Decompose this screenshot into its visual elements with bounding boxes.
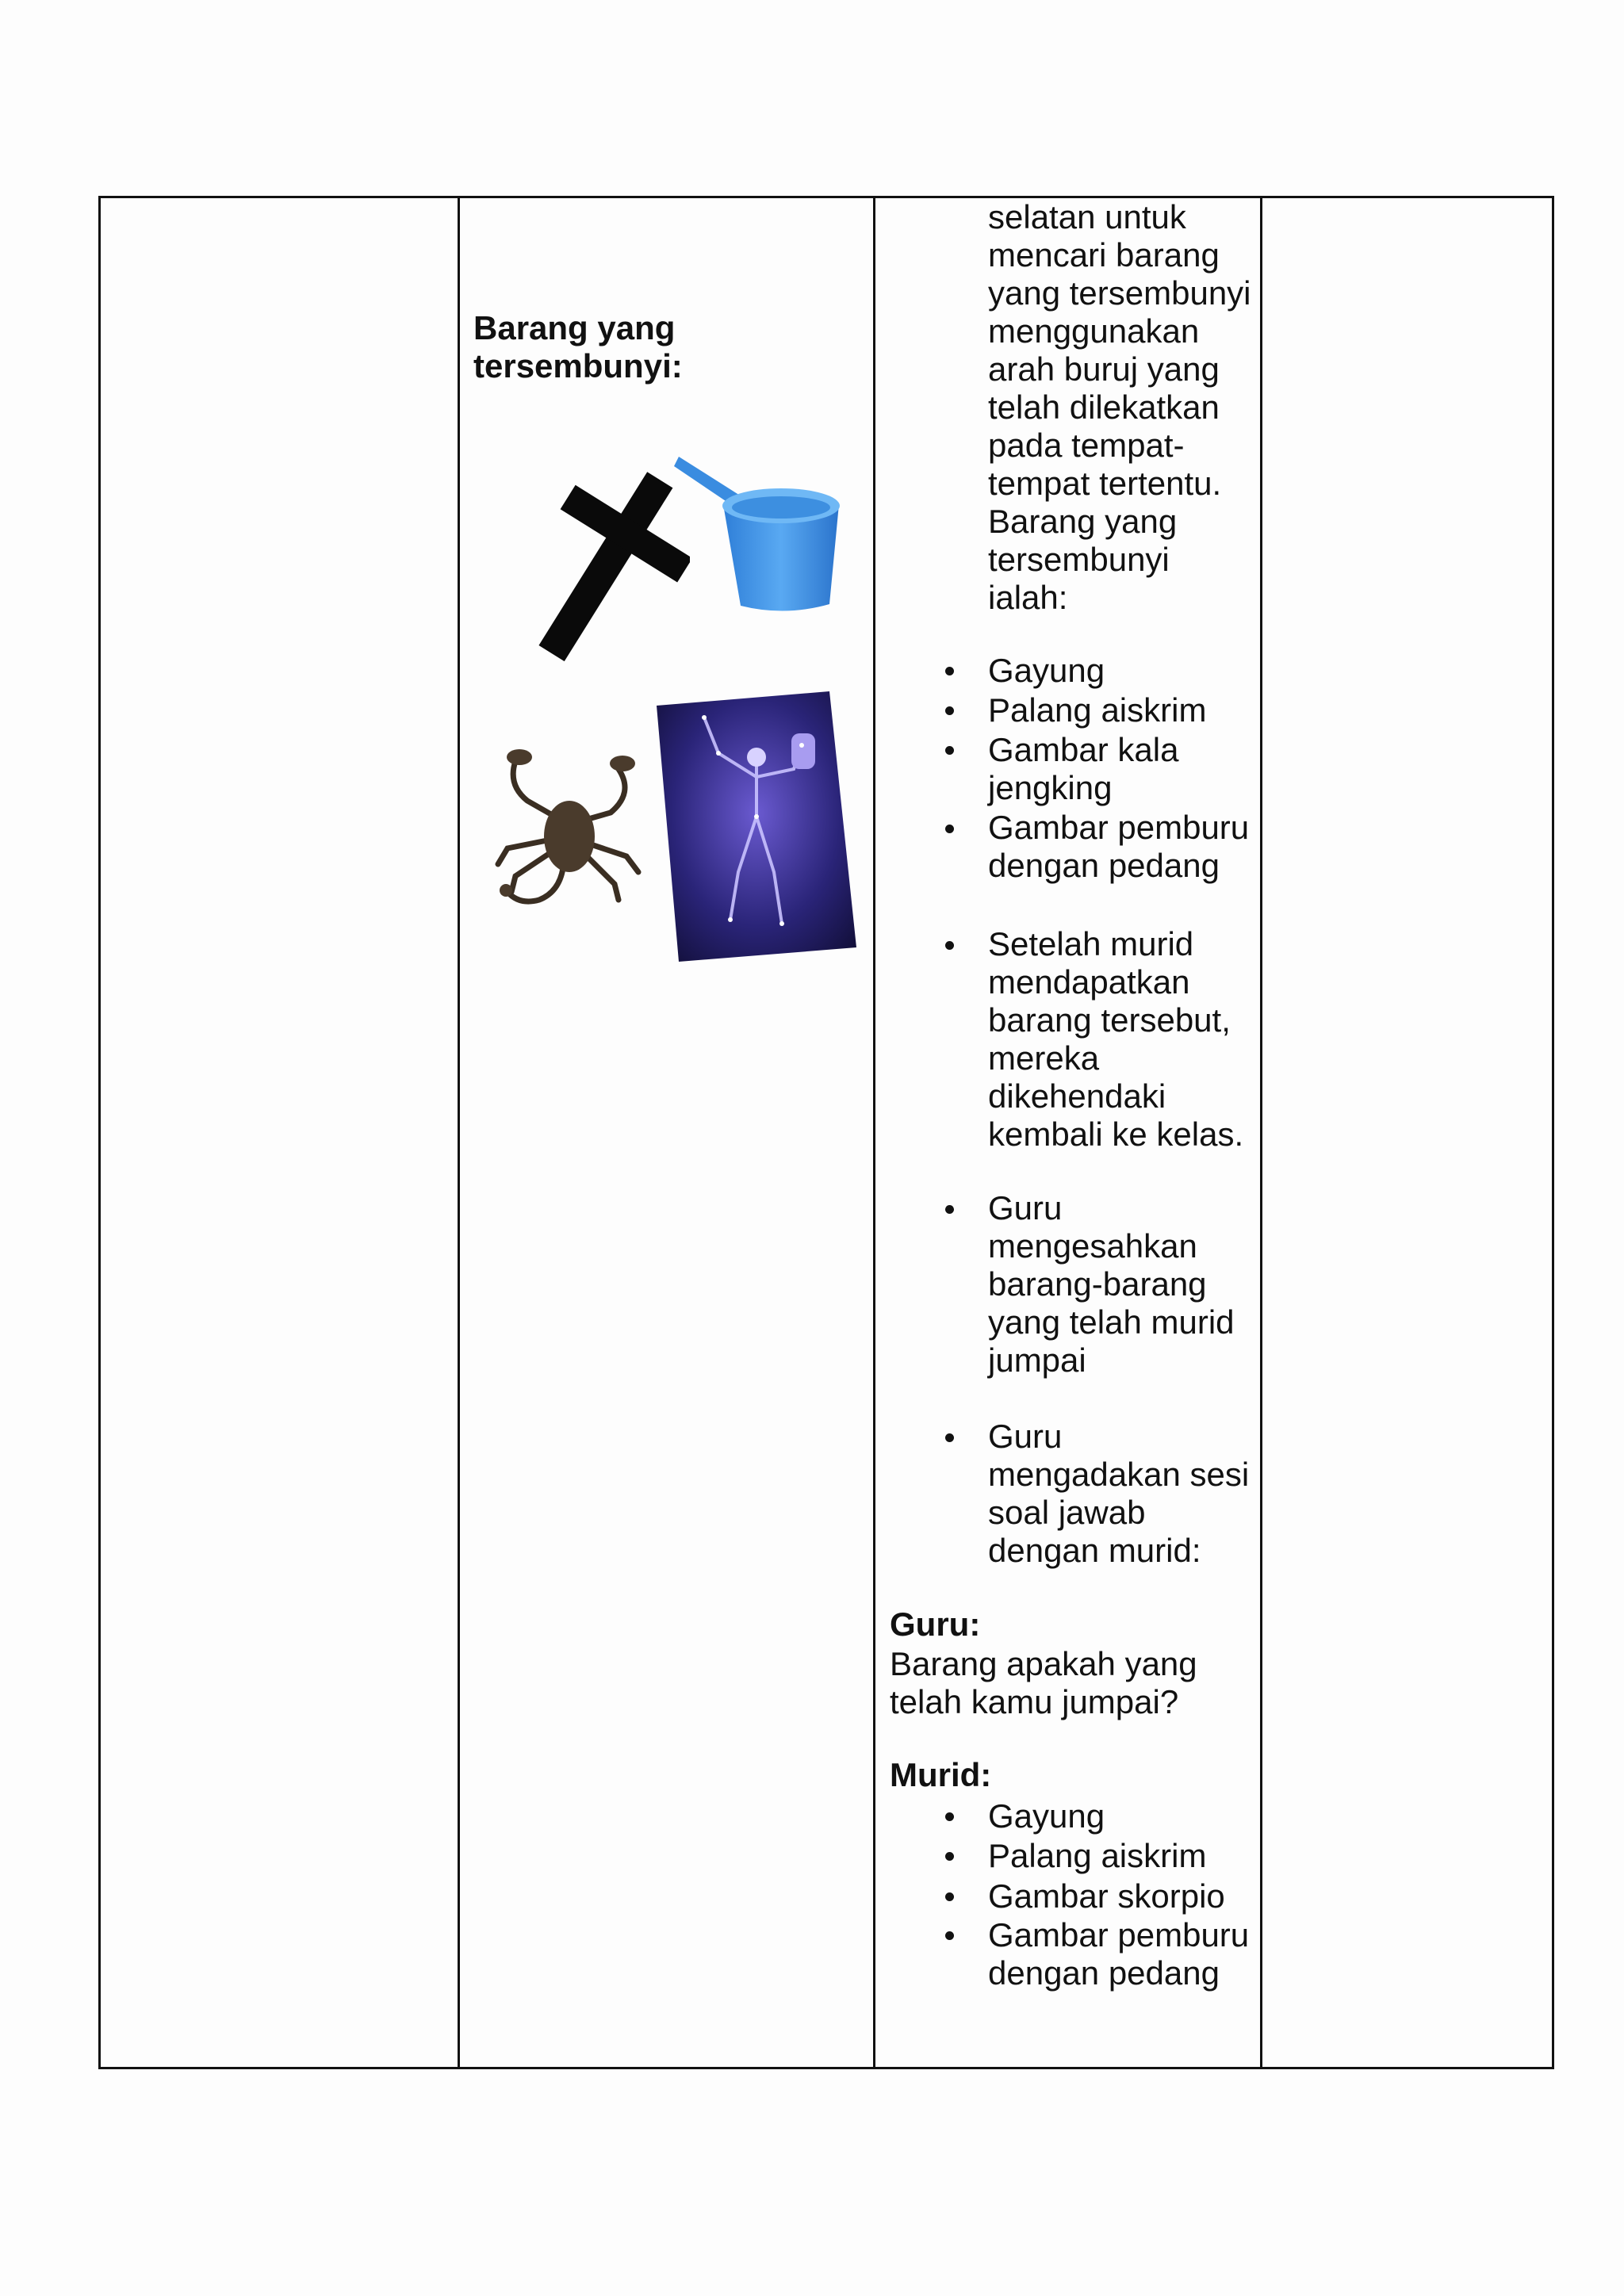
hidden-item-4: Gambar pemburu dengan pedang [988, 809, 1250, 884]
bullet [945, 1931, 954, 1940]
murid-answer-3: Gambar skorpio [988, 1877, 1225, 1915]
bullet [945, 1892, 954, 1901]
guru-label: Guru: [890, 1605, 981, 1643]
hidden-items-heading: Barang yang tersembunyi: [473, 309, 683, 385]
bullet [945, 825, 954, 833]
step-question-session: Guru mengadakan sesi soal jawab dengan murid: [988, 1418, 1250, 1569]
bullet [945, 1205, 954, 1214]
scorpion-image [484, 737, 650, 920]
murid-answer-4: Gambar pemburu dengan pedang [988, 1916, 1250, 1992]
column-divider-1 [458, 196, 460, 2069]
water-dipper-image [674, 452, 848, 618]
murid-label: Murid: [890, 1756, 992, 1793]
step-teacher-verifies: Guru mengesahkan barang-barang yang telah murid jumpai [988, 1189, 1235, 1379]
murid-answer-1: Gayung [988, 1797, 1105, 1835]
guru-question: Barang apakah yang telah kamu jumpai? [890, 1645, 1197, 1720]
step-return-to-class: Setelah murid mendapatkan barang tersebut, mereka dikehendaki kembali ke kelas. [988, 925, 1244, 1153]
cross-image [523, 458, 690, 672]
bullet [945, 1812, 954, 1821]
hidden-item-2: Palang aiskrim [988, 691, 1207, 729]
bullet [945, 706, 954, 715]
bullet [945, 1852, 954, 1861]
activity-intro-text: selatan untuk mencari barang yang tersembunyi menggunakan arah buruj yang telah dilekatkan pada tempat- tempat tertentu. Barang yang tersembunyi ialah: [988, 198, 1251, 616]
column-divider-3 [1260, 196, 1262, 2069]
hidden-item-3: Gambar kala jengking [988, 731, 1179, 806]
orion-hunter-constellation-image [655, 690, 858, 963]
bullet [945, 667, 954, 675]
murid-answer-2: Palang aiskrim [988, 1837, 1207, 1874]
bullet [945, 1433, 954, 1442]
column-divider-2 [873, 196, 875, 2069]
bullet [945, 941, 954, 950]
hidden-item-1: Gayung [988, 652, 1105, 689]
bullet [945, 746, 954, 755]
